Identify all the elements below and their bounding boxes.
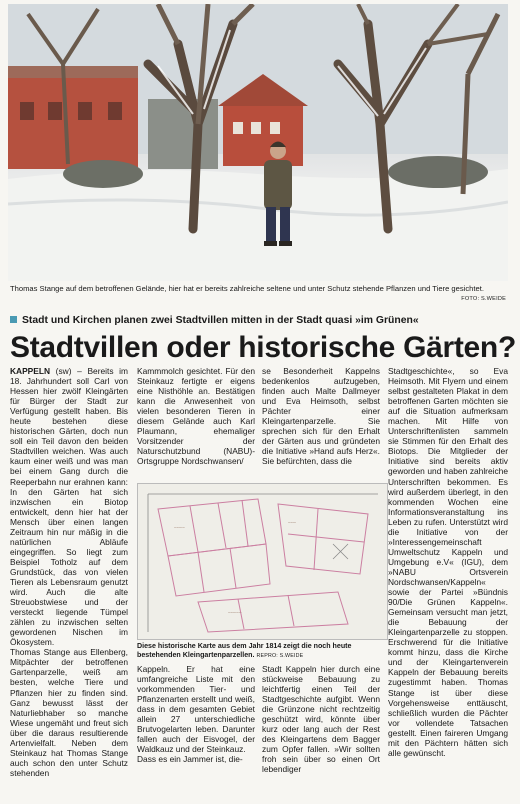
svg-text:~~~~: ~~~~	[174, 526, 185, 531]
article-headline: Stadtvillen oder historische Gärten?	[10, 331, 516, 364]
column-1-text: (sw) – Bereits im 18. Jahrhundert soll Carl von Hessen hier zwölf Kleingärten für Bürger der Stadt zur Verfügung gestellt haben. Bis heute bestehen diese historischen Gärten, doch nun soll ein Teil davon den beiden Stadtvillen weichen. Was auch kaum einer weiß und was man bei einem Gang durch die Reeperbahn nur erahnen kann: In den Gärten hat sich inzwischen ein Biotop entwickelt, denn hier hat der Mensch über einen langen Zeitraum hin nur mäßig in die natürlichen Abläufe eingegriffen. So liegt zum Beispiel Totholz auf dem Grundstück, das von vielen Tieren als Lebensraum genutzt wird. Auch die alte Streuobstwiese und der versteckt liegende Tümpel zählen zu inzwischen selten gewordenen Nischen im Ökosystem.	[10, 366, 128, 648]
article-column-1	[10, 366, 128, 778]
article-kicker	[10, 315, 510, 326]
kicker-text: Stadt und Kirchen planen zwei Stadtvillen mitten in der Stadt quasi »im Grünen«	[22, 315, 419, 326]
map-caption-text: Diese historische Karte aus dem Jahr 1814 zeigt die noch heute bestehenden Kleingartenparzellen.	[137, 642, 352, 660]
svg-text:~~~~~: ~~~~~	[228, 611, 242, 616]
article-column-3: se Besonderheit Kappelns bedenkenlos aufzugeben, finden auch Malte Dallmeyer und Eva Heimsoth, selbst Pächter einer Kleingartenparzelle. Sie sprechen sich für den Erhalt der Gärten aus und gründeten die Initiative »Hand aufs Herz«. Sie befürchten, dass die	[262, 366, 380, 467]
photo-credit: FOTO: S.WEIDE	[461, 296, 506, 302]
kicker-square-icon	[10, 316, 17, 323]
article-photo	[8, 4, 508, 281]
snowy-garden-photo	[8, 4, 508, 281]
dateline: KAPPELN	[10, 366, 51, 376]
article-column-3-b: Stadt Kappeln hier durch eine stückweise Bebauung zu leichtfertig einen Teil der Stadtgeschichte aufgibt. Wenn die Grünzone nicht rechtzeitig geschützt wird, könnte über kurz oder lang auch der Rest des Kleingartens dem Bagger zum Opfer fallen. »Wir sollten froh sein über so einen Ort lebendiger	[262, 664, 380, 775]
historic-map	[137, 483, 388, 640]
map-caption	[137, 642, 391, 661]
historic-map-drawing	[138, 484, 387, 639]
photo-caption: Thomas Stange auf dem betroffenen Gelände, hier hat er bereits zahlreiche seltene und unter Schutz stehende Pflanzen und Tiere gesichtet.	[10, 284, 484, 293]
article-column-2: Kammmolch gesichtet. Für den Steinkauz fertigte er eigens eine Nisthöhle an. Bestätigen kann die Anwesenheit von vielen besonderen Tieren in diesem Gelände auch Karl Plaumann, ehemaliger Vorsitzender der Naturschutzbund (NABU)-Ortsgruppe Nordschwansen/	[137, 366, 255, 467]
svg-text:~~~: ~~~	[288, 521, 297, 526]
map-credit: REPRO: S.WEIDE	[256, 653, 304, 660]
article-column-2-b: Kappeln. Er hat eine umfangreiche Liste mit den vorkommenden Tier- und Pflanzenarten erstellt und weiß, dass in dem gesamten Gebiet allein 27 unterschiedliche Brutvogelarten leben. Darunter fallen auch der Eisvogel, der Waldkauz und der Steinkauz. Dass es ein Jammer ist, die-	[137, 664, 255, 765]
column-1-text-b: Thomas Stange aus Ellenberg, Mitpächter der betroffenen Gartenparzelle, weiß am besten, welche Tiere und Pflanzen hier zu finden sind. Ganz bewusst lässt der Naturliebhaber so manche Wiese ungemäht und freut sich über die daraus resultierende Artenvielfalt. Neben dem Steinkauz hat Thomas Stange auch schon den unter Schutz stehenden	[10, 647, 128, 778]
article-column-4: Stadtgeschichte«, so Eva Heimsoth. Mit Flyern und einem selbst gestalteten Plakat in dem betroffenen Garten möchten sie auf die Situation aufmerksam machen. Mit Hilfe von Unterschriftenlisten sammeln sie Stimmen für den Erhalt des Biotops. Die Mitglieder der Initiative sind bereits aktiv geworden und haben zahlreiche Unterschriften bekommen. Es wird außerdem überlegt, in den kommenden Wochen eine Informationsveranstaltung ins Leben zu rufen. Unterstützt wird die Initiative von der »Interessengemeinschaft Umweltschutz Kappeln und Umgebung e.V« (IGU), dem »NABU Ortsverein Nordschwansen/Kappeln« sowie der Partei »Bündnis 90/Die Grünen Kappeln«. Gemeinsam versucht man jetzt, die Bebauung der Kleingartenparzelle zu stoppen. Erschwerend für die Initiative kommt hinzu, dass die Kirche und der Kleingartenverein Kappeln der Bebauung bereits zugestimmt haben. Thomas Stange ist über diese Vorgehensweise enttäuscht, schließlich wurden die Pächter vor vollendete Tatsachen gestellt. Einen faireren Umgang mit den Pächtern hätten sich alle gewünscht.	[388, 366, 508, 758]
